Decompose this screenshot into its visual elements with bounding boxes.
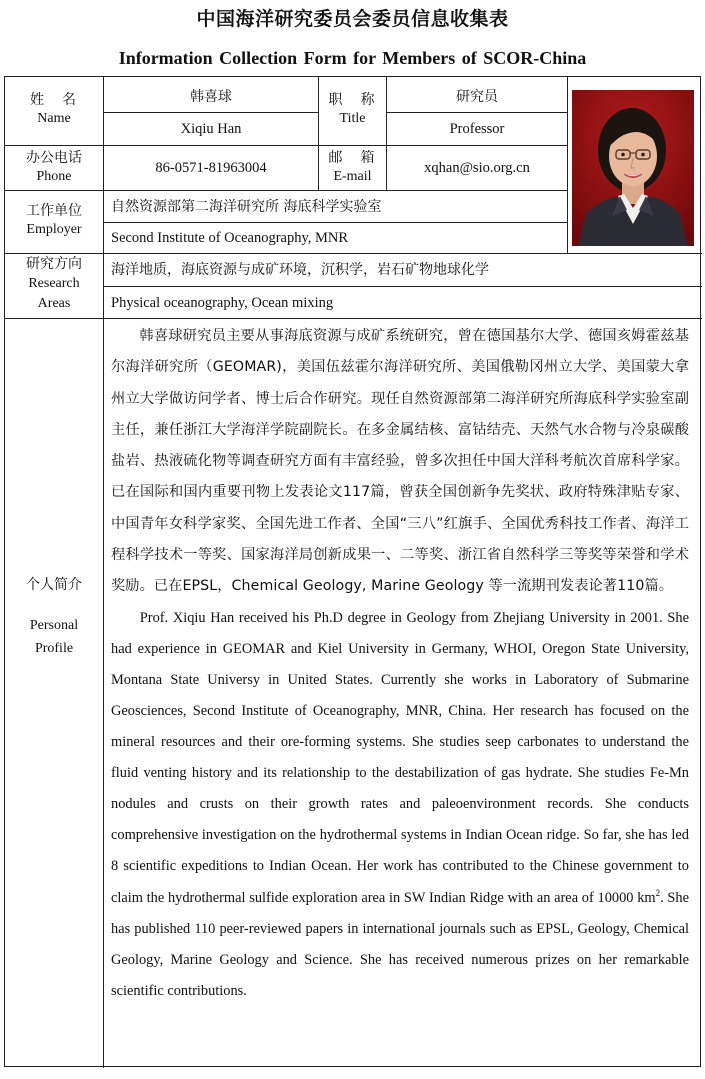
title-label-en: Title (339, 111, 366, 126)
phone-label-en: Phone (36, 169, 72, 184)
research-label-en-1: Research (28, 276, 80, 291)
title-label-cn: 职 称 (328, 92, 377, 108)
email-label-en: E-mail (333, 169, 372, 184)
profile-en-paragraph (111, 603, 689, 1007)
phone-label (5, 148, 103, 185)
phone-label-cn: 办公电话 (26, 150, 82, 166)
name-label-en: Name (37, 111, 71, 126)
name-cn-value: 韩喜球 (190, 89, 232, 105)
email-label-cn: 邮 箱 (328, 150, 377, 166)
profile-text (111, 321, 689, 1063)
grid-line (567, 77, 568, 253)
member-photo (572, 90, 694, 246)
portrait-image (572, 90, 694, 246)
form-title-en: Information Collection Form for Members of SCOR-China (118, 48, 587, 68)
research-label-en-2: Areas (37, 296, 71, 311)
form-title-cn: 中国海洋研究委员会委员信息收集表 (196, 8, 509, 30)
email-value: xqhan@sio.org.cn (424, 160, 530, 176)
research-label-cn: 研究方向 (26, 256, 82, 272)
name-label-cn: 姓 名 (30, 92, 78, 108)
email-label (319, 148, 386, 185)
profile-label-en-2: Profile (34, 641, 74, 656)
employer-cn-value: 自然资源部第二海洋研究所 海底科学实验室 (111, 198, 382, 215)
title-label (319, 90, 386, 127)
employer-label-cn: 工作单位 (26, 203, 82, 219)
profile-label (5, 575, 103, 657)
name-en-value: Xiqiu Han (180, 121, 242, 137)
profile-en-text-end: . She has published 110 peer-reviewed papers in international journals such as EPSL, Geology, Chemical Geology, Marine Geology and Science. She has received numerous prizes on her remarkable scientific contributions. (111, 889, 689, 999)
research-en-value: Physical oceanography, Ocean mixing (111, 294, 334, 311)
employer-label-en: Employer (26, 222, 82, 237)
profile-cn-paragraph: 韩喜球研究员主要从事海底资源与成矿系统研究，曾在德国基尔大学、德国亥姆霍兹基尔海洋研究所（GEOMAR)，美国伍兹霍尔海洋研究所、美国俄勒冈州立大学、美国蒙大拿州立大学做访问学者、博士后合作研究。现任自然资源部第二海洋研究所海底科学实验室副主任，兼任浙江大学海洋学院副院长。在多金属结核、富钴结壳、天然气水合物与冷泉碳酸盐岩、热液硫化物等调查研究方面有丰富经验，曾多次担任中国大洋科考航次首席科学家。已在国际和国内重要刊物上发表论文117篇，曾获全国创新争先奖状、政府特殊津贴专家、中国青年女科学家奖、全国先进工作者、全国“三八”红旗手、全国优秀科技工作者、海洋工程科学技术一等奖、国家海洋局创新成果一、二等奖、浙江省自然科学三等奖等荣誉和学术奖励。已在EPSL，Chemical Geology, Marine Geology 等一流期刊发表论著110篇。 (111, 328, 689, 595)
profile-en-superscript: 2 (655, 887, 661, 898)
name-label (5, 90, 103, 127)
employer-en-value: Second Institute of Oceanography, MNR (111, 230, 349, 246)
grid-line (5, 318, 702, 319)
phone-value: 86-0571-81963004 (155, 160, 267, 176)
profile-label-cn: 个人简介 (26, 577, 82, 593)
research-cn-value: 海洋地质，海底资源与成矿环境，沉积学，岩石矿物地球化学 (111, 262, 489, 278)
title-en-value: Professor (449, 121, 505, 137)
profile-en-text: Prof. Xiqiu Han received his Ph.D degree in Geology from Zhejiang University in 2001. She had experience in GEOMAR and Kiel University in Germany, WHOI, Oregon State University, Montana State Universy in United States. Currently she works in Laboratory of Submarine Geosciences, Second Institute of Oceanography, MNR, China. Her research has focused on the mineral resources and their ore-forming systems. She studies seep carbonates to understand the fluid venting history and its relationship to the destabilization of gas hydrate. She studies Fe-Mn nodules and crusts on their growth rates and paleoenvironment records. She conducts comprehensive investigation on the hydrothermal systems in Indian Ocean ridge. So far, she has led 8 scientific expeditions to Indian Ocean. Her work has contributed to the Chinese government to claim the hydrothermal sulfide exploration area in SW Indian Ridge with an area of 10000 km (111, 609, 689, 906)
title-cn-value: 研究员 (456, 89, 498, 105)
member-info-form (4, 76, 701, 1067)
employer-label (5, 201, 103, 238)
profile-label-en-1: Personal (29, 618, 79, 633)
research-label (5, 255, 103, 314)
